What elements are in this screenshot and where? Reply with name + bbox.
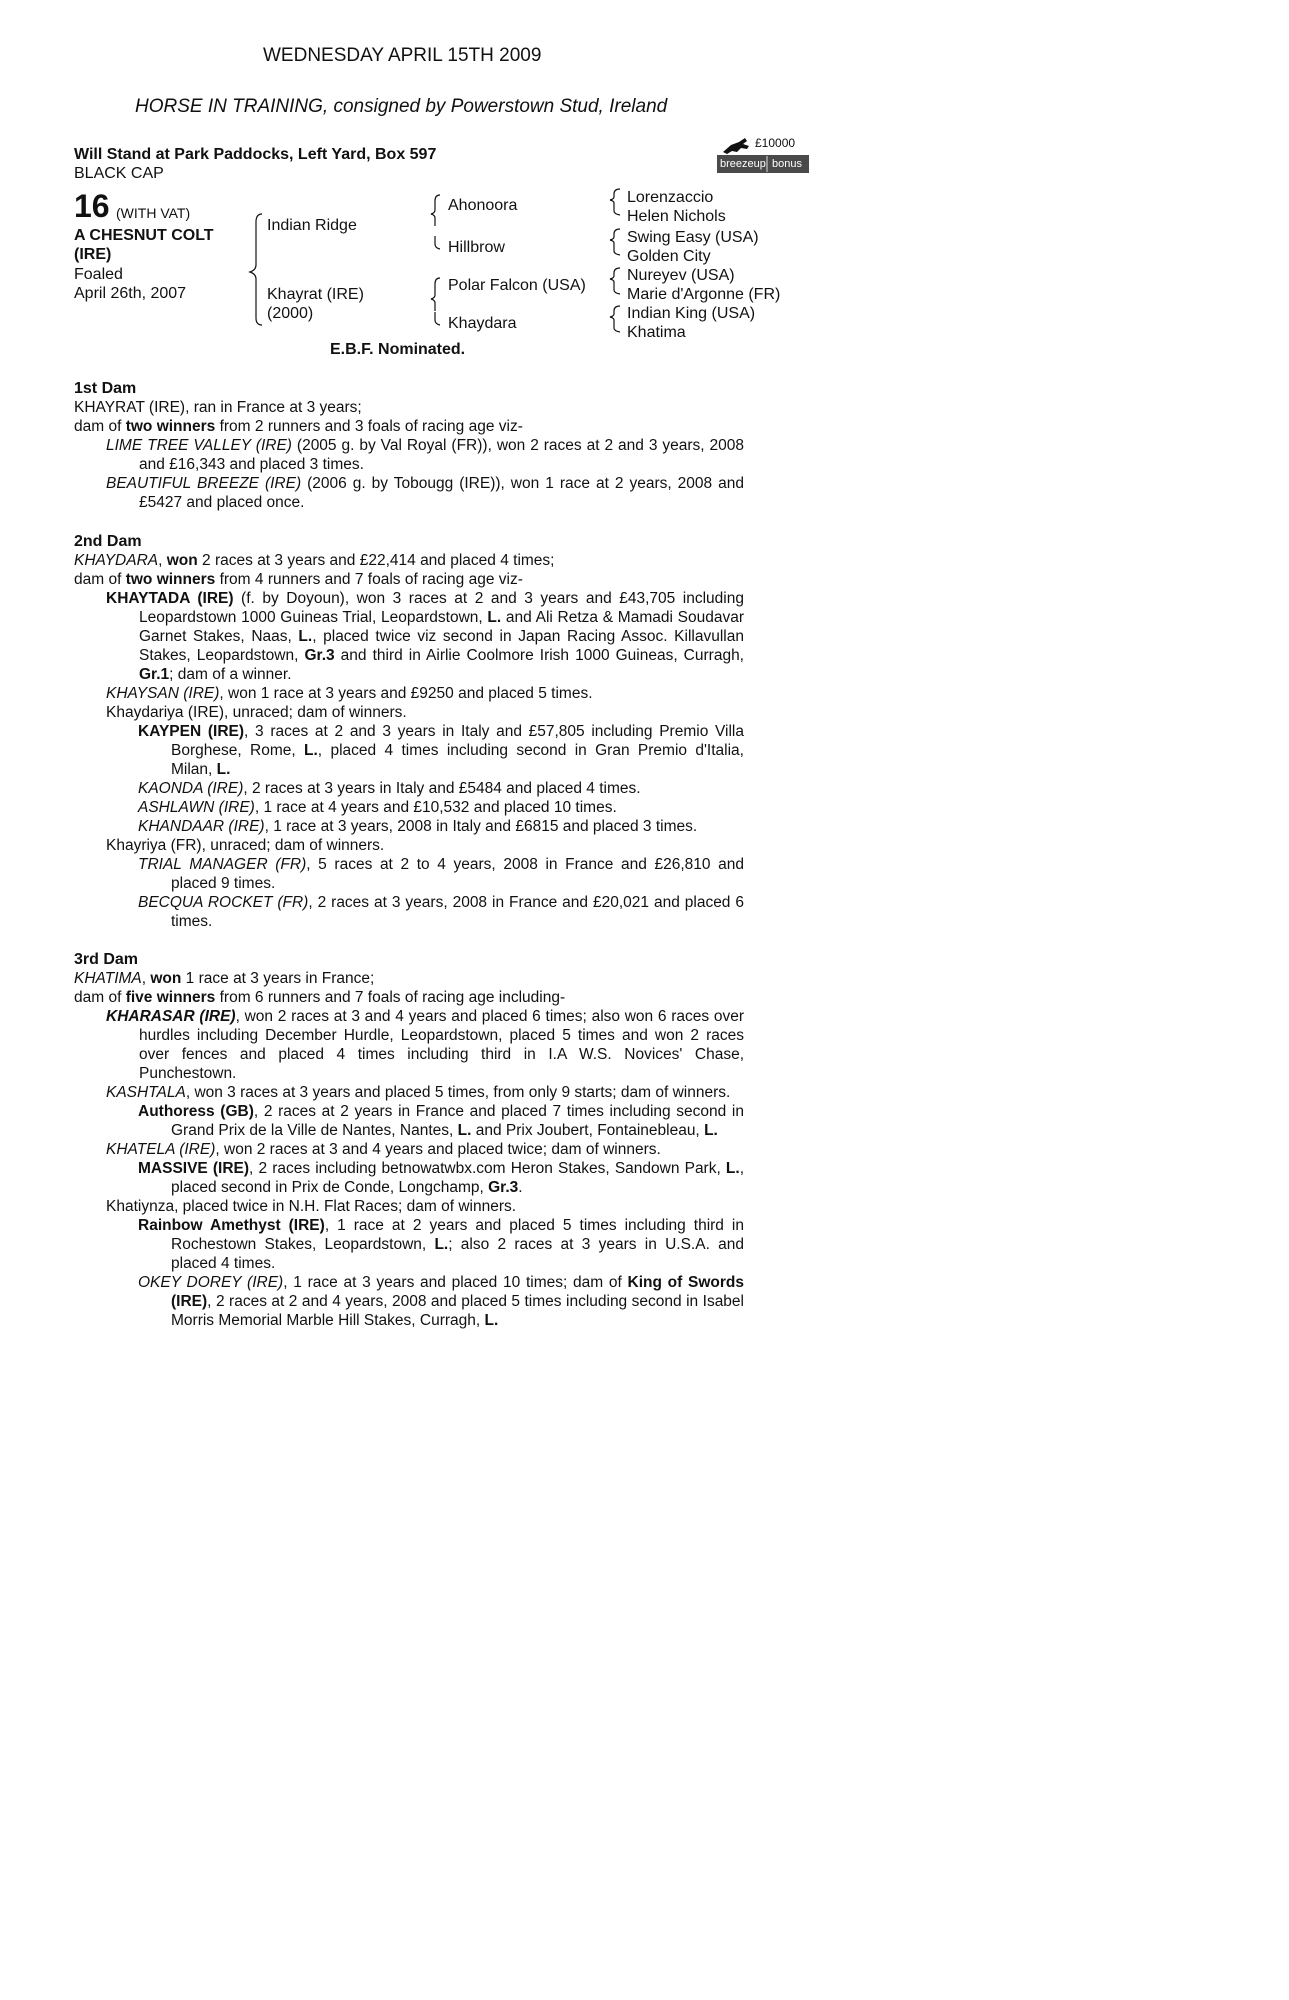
grandproduce-entry: KHANDAAR (IRE), 1 race at 3 years, 2008 in Italy and £6815 and placed 3 times. (138, 818, 698, 835)
produce-entry: KASHTALA, won 3 races at 3 years and placed 5 times, from only 9 starts; dam of winners. (106, 1084, 731, 1101)
pedigree-sss: Lorenzaccio (627, 189, 714, 206)
produce-entry: KHAYSAN (IRE), won 1 race at 3 years and £9250 and placed 5 times. (106, 685, 593, 702)
first-dam-produce-summary: dam of two winners from 2 runners and 3 foals of racing age viz- (74, 418, 523, 435)
black-cap-note: BLACK CAP (74, 165, 164, 182)
third-dam-header: 3rd Dam (74, 951, 139, 968)
produce-entry: Khayriya (FR), unraced; dam of winners. (106, 837, 385, 854)
first-dam-section (74, 379, 744, 512)
consignment-title: HORSE IN TRAINING, consigned by Powerstown Stud, Ireland (135, 96, 668, 117)
grandproduce-entry: OKEY DOREY (IRE), 1 race at 3 years and placed 10 times; dam of King of Swords (IRE), 2 races at 2 and 4 years, 2008 and placed 5 times including second in Isabel Morris Memorial Marble Hill Stakes, Curragh, L. (138, 1274, 745, 1329)
second-dam-produce-summary: dam of two winners from 4 runners and 7 foals of racing age viz- (74, 571, 523, 588)
vat-note: (WITH VAT) (116, 205, 191, 221)
grandproduce-entry: KAYPEN (IRE), 3 races at 2 and 3 years in Italy and £57,805 including Premio Villa Borghese, Rome, L., placed 4 times including second in Gran Premio d'Italia, Milan, L. (138, 723, 744, 778)
second-dam-header: 2nd Dam (74, 533, 142, 550)
grandproduce-entry: Authoress (GB), 2 races at 2 years in France and placed 7 times including second in Grand Prix de la Ville de Nantes, Nantes, L. and Prix Joubert, Fontainebleau, L. (138, 1103, 744, 1139)
stand-location: Will Stand at Park Paddocks, Left Yard, Box 597 (74, 146, 437, 163)
horse-description-line1: A CHESNUT COLT (74, 227, 214, 244)
bonus-amount: £10000 (755, 136, 796, 150)
pedigree-ssd: Helen Nichols (627, 208, 726, 225)
pedigree-dam-dam: Khaydara (448, 315, 517, 332)
produce-entry: KHATELA (IRE), won 2 races at 3 and 4 years and placed twice; dam of winners. (106, 1141, 661, 1158)
pedigree-dsd: Marie d'Argonne (FR) (627, 286, 781, 303)
second-dam-section (74, 532, 744, 931)
lot-number: 16 (74, 188, 110, 224)
second-dam-line: KHAYDARA, won 2 races at 3 years and £22,414 and placed 4 times; (74, 552, 555, 569)
grandproduce-entry: TRIAL MANAGER (FR), 5 races at 2 to 4 years, 2008 in France and £26,810 and placed 9 times. (138, 856, 744, 892)
pedigree-dam-line1: Khayrat (IRE) (267, 286, 364, 303)
horse-description-line2: (IRE) (74, 246, 112, 263)
logo-bonus-text: bonus (772, 158, 802, 170)
grandproduce-entry: KAONDA (IRE), 2 races at 3 years in Italy and £5484 and placed 4 times. (138, 780, 641, 797)
pedigree-dss: Nureyev (USA) (627, 267, 735, 284)
pedigree-sire-sire: Ahonoora (448, 197, 518, 214)
grandproduce-entry: MASSIVE (IRE), 2 races including betnowatwbx.com Heron Stakes, Sandown Park, L., placed second in Prix de Conde, Longchamp, Gr.3. (138, 1160, 744, 1196)
pedigree-sdd: Golden City (627, 248, 711, 265)
foaled-date: April 26th, 2007 (74, 285, 187, 302)
pedigree-dds: Indian King (USA) (627, 305, 756, 322)
logo-breezeup-text: breezeup (720, 158, 766, 170)
pedigree-sds: Swing Easy (USA) (627, 229, 759, 246)
pedigree-dam-sire: Polar Falcon (USA) (448, 277, 586, 294)
produce-entry: BEAUTIFUL BREEZE (IRE) (2006 g. by Tobougg (IRE)), won 1 race at 2 years, 2008 and £5427 and placed once. (106, 475, 744, 511)
pedigree-sire-dam: Hillbrow (448, 239, 505, 256)
produce-entry: KHARASAR (IRE), won 2 races at 3 and 4 years and placed 6 times; also won 6 races over hurdles including December Hurdle, Leopardstown, placed 5 times and won 2 races over fences and placed 4 times including third in I.A W.S. Novices' Chase, Punchestown. (106, 1008, 744, 1082)
produce-entry: LIME TREE VALLEY (IRE) (2005 g. by Val Royal (FR)), won 2 races at 2 and 3 years, 2008 and £16,343 and placed 3 times. (106, 437, 745, 473)
grandproduce-entry: ASHLAWN (IRE), 1 race at 4 years and £10,532 and placed 10 times. (138, 799, 617, 816)
sale-date: WEDNESDAY APRIL 15TH 2009 (263, 45, 542, 66)
first-dam-header: 1st Dam (74, 380, 137, 397)
ebf-nominated: E.B.F. Nominated. (330, 341, 466, 358)
produce-entry: Khatiynza, placed twice in N.H. Flat Races; dam of winners. (106, 1198, 517, 1215)
third-dam-section (74, 950, 744, 1330)
foaled-label: Foaled (74, 266, 123, 283)
third-dam-line: KHATIMA, won 1 race at 3 years in France; (74, 970, 375, 987)
produce-entry: Khaydariya (IRE), unraced; dam of winners. (106, 704, 407, 721)
third-dam-produce-summary: dam of five winners from 6 runners and 7 foals of racing age including- (74, 989, 566, 1006)
pedigree-dam-line2: (2000) (267, 305, 314, 322)
pedigree-sire: Indian Ridge (267, 217, 357, 234)
produce-entry: KHAYTADA (IRE) (f. by Doyoun), won 3 races at 2 and 3 years and £43,705 including Leopardstown 1000 Guineas Trial, Leopardstown, L. and Ali Retza & Mamadi Soudavar Garnet Stakes, Naas, L., placed twice viz second in Japan Racing Assoc. Killavullan Stakes, Leopardstown, Gr.3 and third in Airlie Coolmore Irish 1000 Guineas, Curragh, Gr.1; dam of a winner. (106, 590, 744, 683)
grandproduce-entry: Rainbow Amethyst (IRE), 1 race at 2 years and placed 5 times including third in Rochestown Stakes, Leopardstown, L.; also 2 races at 3 years in U.S.A. and placed 4 times. (138, 1217, 744, 1272)
first-dam-line: KHAYRAT (IRE), ran in France at 3 years; (74, 399, 362, 416)
grandproduce-entry: BECQUA ROCKET (FR), 2 races at 3 years, 2008 in France and £20,021 and placed 6 times. (138, 894, 744, 930)
pedigree-ddd: Khatima (627, 324, 686, 341)
